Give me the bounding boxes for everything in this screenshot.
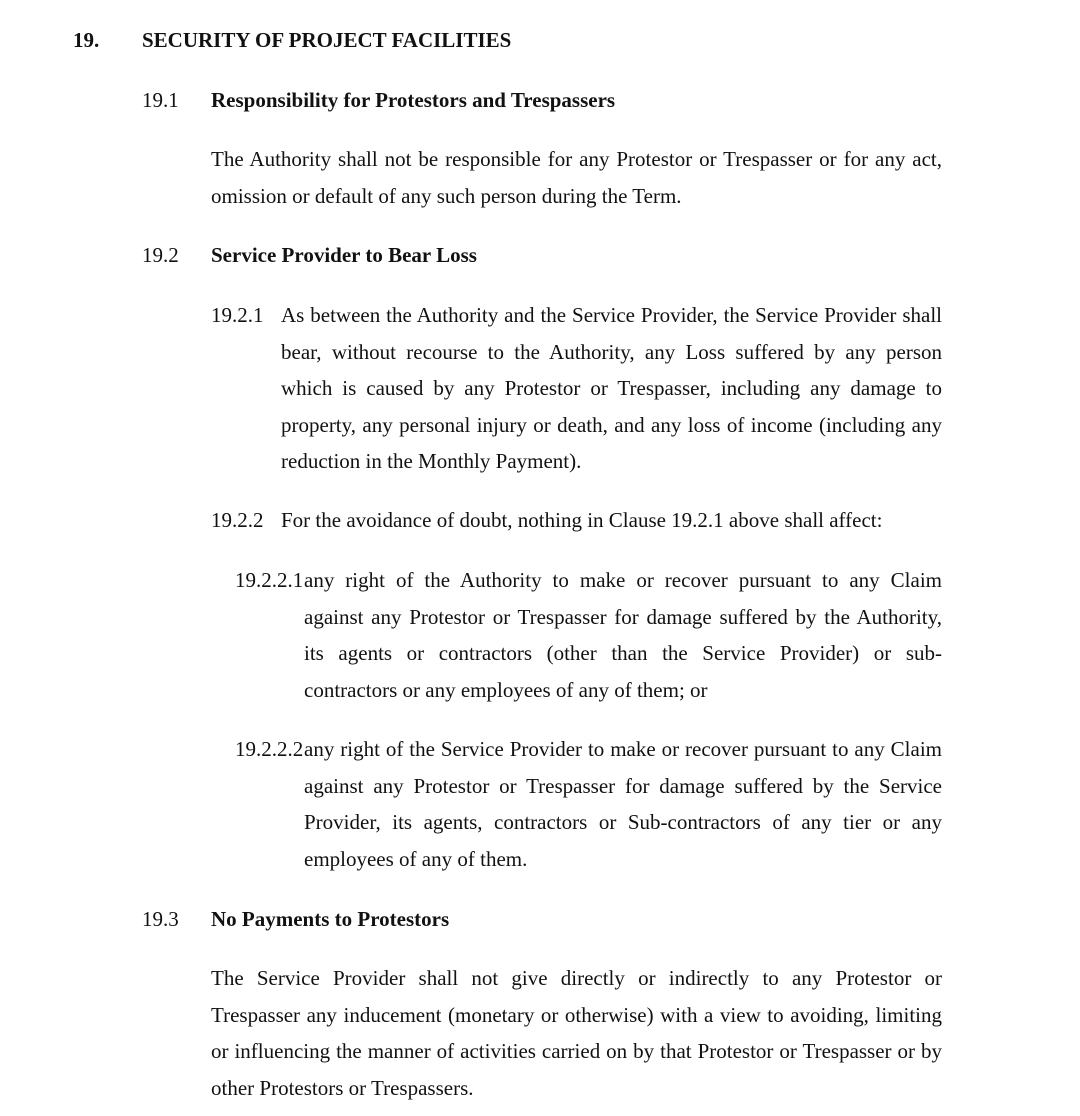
- clause-19-1-number: 19.1: [142, 88, 179, 112]
- text-line: other Protestors or Trespassers.: [211, 1075, 474, 1100]
- clause-19-2-2-1-body: [304, 562, 942, 708]
- clause-19-2-2-number: 19.2.2: [211, 508, 264, 532]
- clause-19-1-body: [211, 141, 942, 214]
- text-line: Provider, its agents, contractors or Sub-contractors of any tier or any: [304, 810, 942, 834]
- clause-19-2-2-2-body: [304, 731, 942, 877]
- clause-19-3-heading: No Payments to Protestors: [211, 907, 450, 931]
- text-line: or influencing the manner of activities carried on by that Protestor or Trespasser or by: [211, 1039, 942, 1063]
- clause-19-3-number: 19.3: [142, 907, 179, 931]
- text-line: The Service Provider shall not give directly or indirectly to any Protestor or: [211, 966, 942, 990]
- section-number: 19.: [73, 28, 100, 52]
- text-line: The Authority shall not be responsible for any Protestor or Trespasser or for any act,: [211, 147, 942, 171]
- clause-19-1-heading: Responsibility for Protestors and Trespassers: [211, 88, 616, 112]
- clause-19-2-number: 19.2: [142, 243, 179, 267]
- clause-19-3-body: [211, 960, 942, 1106]
- section-title: SECURITY OF PROJECT FACILITIES: [142, 28, 512, 52]
- text-line: any right of the Authority to make or recover pursuant to any Claim: [304, 568, 942, 592]
- text-line: employees of any of them.: [304, 846, 528, 871]
- text-line: property, any personal injury or death, and any loss of income (including any: [281, 412, 942, 437]
- clause-19-2-2-1-number: 19.2.2.1: [235, 568, 304, 592]
- text-line: Trespasser any inducement (monetary or otherwise) with a view to avoiding, limiting: [211, 1002, 942, 1027]
- text-line: any right of the Service Provider to make or recover pursuant to any Claim: [304, 737, 942, 761]
- text-line: against any Protestor or Trespasser for damage suffered by the Authority,: [304, 604, 942, 629]
- text-line: omission or default of any such person during the Term.: [211, 183, 682, 208]
- text-line: As between the Authority and the Service Provider, the Service Provider shall: [281, 303, 942, 327]
- clause-19-2-1-body: [281, 297, 942, 480]
- text-line: contractors or any employees of any of them; or: [304, 677, 708, 702]
- clause-19-2-2-2-number: 19.2.2.2: [235, 737, 304, 761]
- clause-19-2-heading: Service Provider to Bear Loss: [211, 243, 477, 267]
- clause-19-2-2-text: For the avoidance of doubt, nothing in Clause 19.2.1 above shall affect:: [281, 508, 883, 532]
- text-line: against any Protestor or Trespasser for damage suffered by the Service: [304, 773, 942, 798]
- text-line: bear, without recourse to the Authority, any Loss suffered by any person: [281, 339, 942, 364]
- text-line: which is caused by any Protestor or Trespasser, including any damage to: [281, 376, 942, 400]
- text-line: its agents or contractors (other than the Service Provider) or sub-: [304, 641, 942, 665]
- text-line: reduction in the Monthly Payment).: [281, 449, 582, 473]
- clause-19-2-1-number: 19.2.1: [211, 303, 264, 327]
